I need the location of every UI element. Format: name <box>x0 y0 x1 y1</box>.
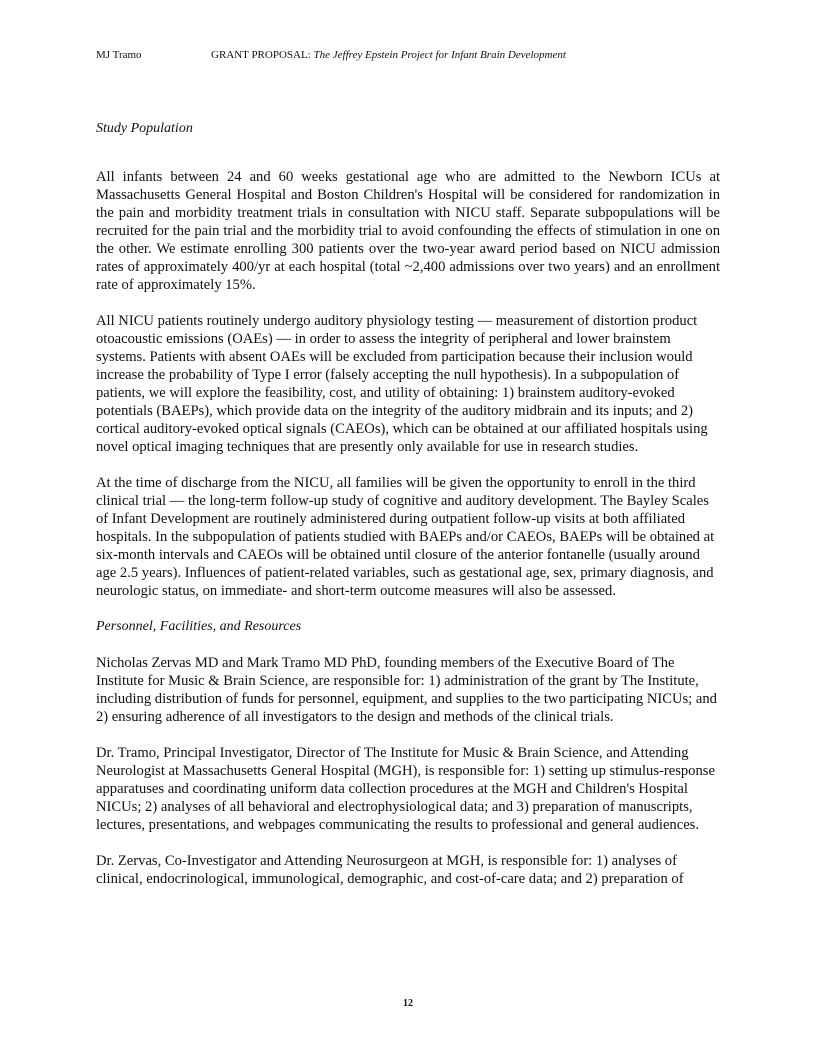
running-header <box>96 49 566 61</box>
paragraph-personnel-2: Dr. Tramo, Principal Investigator, Director of The Institute for Music & Brain Science, and Attending Neurologist at Massachusetts General Hospital (MGH), is responsible for: 1) setting up stimulus-response apparatuses and coordinating uniform data collection procedures at the MGH and Children's Hospital NICUs; 2) analyses of all behavioral and electrophysiological data; and 3) preparation of manuscripts, lectures, presentations, and webpages communicating the results to professional and general audiences. <box>96 745 715 833</box>
section-heading-study-population: Study Population <box>96 121 193 136</box>
section-heading-personnel: Personnel, Facilities, and Resources <box>96 619 302 634</box>
paragraph-personnel-3: Dr. Zervas, Co-Investigator and Attending Neurosurgeon at MGH, is responsible for: 1) analyses of clinical, endocrinological, immunological, demographic, and cost-of-care data; and 2) preparation of <box>96 853 684 887</box>
paragraph-study-population-3: At the time of discharge from the NICU, all families will be given the opportunity to enroll in the third clinical trial — the long-term follow-up study of cognitive and auditory development. The Bayley Scales of Infant Development are routinely administered during outpatient follow-up visits at both affiliated hospitals. In the subpopulation of patients studied with BAEPs and/or CAEOs, BAEPs will be obtained at six-month intervals and CAEOs will be obtained until closure of the anterior fontanelle (usually around age 2.5 years). Influences of patient-related variables, such as gestational age, sex, primary diagnosis, and neurologic status, on immediate- and short-term outcome measures will also be assessed. <box>96 475 715 599</box>
page-body <box>96 120 720 888</box>
header-title-prefix: GRANT PROPOSAL: <box>211 49 314 61</box>
paragraph-study-population-1: All infants between 24 and 60 weeks gestational age who are admitted to the Newborn ICUs at Massachusetts General Hospital and Boston Children's Hospital will be considered for randomization in the pain and morbidity treatment trials in consultation with NICU staff. Separate subpopulations will be recruited for the pain trial and the morbidity trial to avoid confounding the effects of stimulation in one on the other. We estimate enrolling 300 patients over the two-year award period based on NICU admission rates of approximately 400/yr at each hospital (total ~2,400 admissions over two years) and an enrollment rate of approximately 15%. <box>96 169 720 293</box>
header-project-title: The Jeffrey Epstein Project for Infant Brain Development <box>313 49 566 61</box>
header-author: MJ Tramo <box>96 49 142 61</box>
paragraph-personnel-1: Nicholas Zervas MD and Mark Tramo MD PhD, founding members of the Executive Board of The Institute for Music & Brain Science, are responsible for: 1) administration of the grant by The Institute, including distribution of funds for personnel, equipment, and supplies to the two participating NICUs; and 2) ensuring adherence of all investigators to the design and methods of the clinical trials. <box>96 655 717 725</box>
paragraph-study-population-2: All NICU patients routinely undergo auditory physiology testing — measurement of distortion product otoacoustic emissions (OAEs) — in order to assess the integrity of peripheral and lower brainstem systems. Patients with absent OAEs will be excluded from participation because their inclusion would increase the probability of Type I error (falsely accepting the null hypothesis). In a subpopulation of patients, we will explore the feasibility, cost, and utility of obtaining: 1) brainstem auditory-evoked potentials (BAEPs), which provide data on the integrity of the auditory midbrain and its inputs; and 2) cortical auditory-evoked optical signals (CAEOs), which can be obtained at our affiliated hospitals using novel optical imaging techniques that are presently only available for use in research studies. <box>96 313 708 455</box>
page-number: 12 <box>403 998 413 1009</box>
